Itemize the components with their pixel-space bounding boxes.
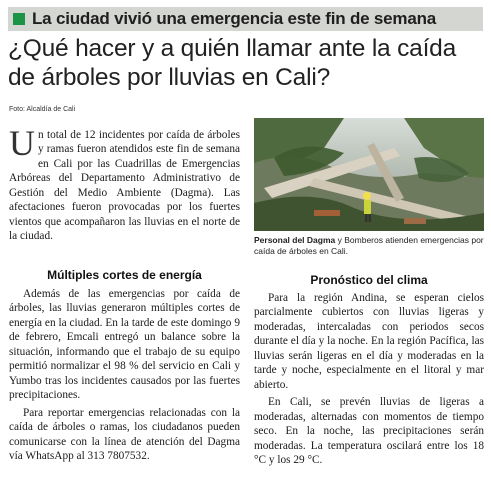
section-marker-icon (13, 13, 25, 25)
section1-paragraph: Para reportar emergencias relacionadas con la caída de árboles o ramas, los ciudadanos pueden comunicarse con la línea de atención del Dagma vía WhatsApp al 313 7807532. (9, 406, 240, 462)
section2-body (254, 291, 484, 467)
section1-body (9, 287, 240, 463)
kicker-bar (8, 7, 483, 31)
section2-heading: Pronóstico del clima (310, 273, 428, 287)
section1-heading: Múltiples cortes de energía (47, 268, 202, 282)
kicker: La ciudad vivió una emergencia este fin de semana (32, 9, 437, 28)
section2-paragraph: Para la región Andina, se esperan cielos parcialmente cubiertos con lluvias ligeras y moderadas, intercaladas con periodos secos durante el día y la noche. En la región Pacífica, las lluvias serán ligeras en el día y moderadas en la tarde y noche, especialmente en el litoral y mar abierto. (254, 292, 484, 391)
lead-text: n total de 12 incidentes por caída de árboles y ramas fueron atendidos este fin de semana en Cali por las Cuadrillas de Emergencias Arbóreas del Departamento Administrativo de Gestión del Medio Ambiente (Dagma). Las afectaciones fueron provocadas por los fuertes vientos que acompañaron las lluvias en el norte de la ciudad. (9, 129, 240, 243)
photo-caption (254, 235, 486, 257)
caption-bold: Personal del Dagma (254, 235, 336, 245)
headline: ¿Qué hacer y a quién llamar ante la caída de árboles por lluvias en Cali? (8, 35, 457, 91)
section1-paragraph: Además de las emergencias por caída de árboles, las lluvias generaron múltiples cortes de energía en la ciudad. En la tarde de este domingo 9 de febrero, Emcali entregó un balance sobre la situación, informando que el trabajo de su equipo permitió normalizar el 98 % del servicio en Cali y Yumbo tras los incidentes causados por las fuertes precipitaciones. (9, 288, 240, 402)
fallen-trees-photo (254, 118, 484, 231)
lead-paragraph (9, 123, 240, 244)
photo-credit: Foto: Alcaldía de Cali (9, 106, 76, 113)
dropcap: U (9, 123, 35, 163)
section2-paragraph: En Cali, se prevén lluvias de ligeras a moderadas, alternadas con momentos de tiempo seco. En la noche, las precipitaciones serán moderadas. La temperatura oscilará entre los 18 °C y los 29 °C. (254, 396, 484, 466)
article-photo (254, 118, 484, 231)
caption-text: y Bomberos atienden emergencias por caída de árboles en Cali. (254, 235, 484, 256)
